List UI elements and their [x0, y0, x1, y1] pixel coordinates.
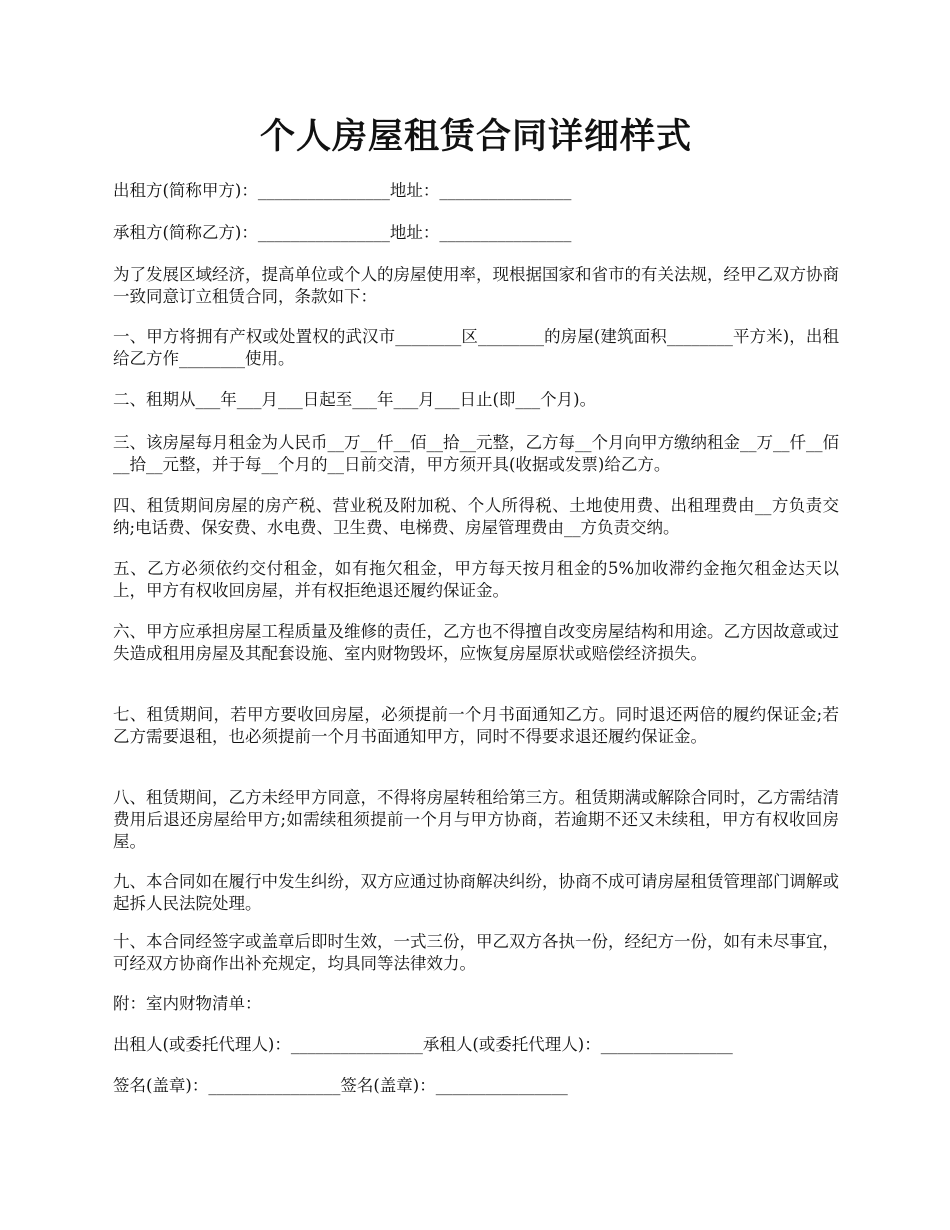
agent-signature-line: 出租人(或委托代理人)：________________承租人(或委托代理人)：________________	[113, 1035, 733, 1054]
clause-7: 七、租赁期间，若甲方要收回房屋，必须提前一个月书面通知乙方。同时退还两倍的履约保证金;若乙方需要退租，也必须提前一个月书面通知甲方，同时不得要求退还履约保证金。	[113, 705, 839, 746]
clause-8: 八、租赁期间，乙方未经甲方同意，不得将房屋转租给第三方。租赁期满或解除合同时，乙方需结清费用后退还房屋给甲方;如需续租须提前一个月与甲方协商，若逾期不还又未续租，甲方有权收回房屋。	[113, 788, 839, 851]
clause-6: 六、甲方应承担房屋工程质量及维修的责任，乙方也不得擅自改变房屋结构和用途。乙方因故意或过失造成租用房屋及其配套设施、室内财物毁坏，应恢复房屋原状或赔偿经济损失。	[113, 622, 839, 663]
clause-1: 一、甲方将拥有产权或处置权的武汉市________区________的房屋(建筑面积________平方米)，出租给乙方作________使用。	[113, 327, 839, 368]
page-title: 个人房屋租赁合同详细样式	[259, 116, 692, 157]
lessee-line: 承租方(简称乙方)：________________地址：________________	[113, 223, 572, 242]
clause-2: 二、租期从___年___月___日起至___年___月___日止(即___个月)。	[113, 390, 597, 409]
seal-signature-line: 签名(盖章)：________________签名(盖章)：________________	[113, 1076, 568, 1095]
preamble-paragraph: 为了发展区域经济，提高单位或个人的房屋使用率，现根据国家和省市的有关法规，经甲乙双方协商一致同意订立租赁合同，条款如下：	[113, 265, 839, 306]
clause-10: 十、本合同经签字或盖章后即时生效，一式三份，甲乙双方各执一份，经纪方一份，如有未尽事宜，可经双方协商作出补充规定，均具同等法律效力。	[113, 932, 839, 973]
clause-5: 五、乙方必须依约交付租金，如有拖欠租金，甲方每天按月租金的5%加收滞约金拖欠租金达天以上，甲方有权收回房屋，并有权拒绝退还履约保证金。	[113, 559, 839, 600]
clause-3: 三、该房屋每月租金为人民币__万__仟__佰__拾__元整，乙方每__个月向甲方缴纳租金__万__仟__佰__拾__元整，并于每__个月的__日前交清，甲方须开具(收据或发票)给乙方。	[113, 433, 839, 474]
clause-9: 九、本合同如在履行中发生纠纷，双方应通过协商解决纠纷，协商不成可请房屋租赁管理部门调解或起拆人民法院处理。	[113, 872, 839, 913]
clause-4: 四、租赁期间房屋的房产税、营业税及附加税、个人所得税、土地使用费、出租理费由__方负责交纳;电话费、保安费、水电费、卫生费、电梯费、房屋管理费由__方负责交纳。	[113, 496, 839, 537]
attachment-line: 附：室内财物清单：	[113, 994, 262, 1013]
lessor-line: 出租方(简称甲方)：________________地址：________________	[113, 181, 572, 200]
